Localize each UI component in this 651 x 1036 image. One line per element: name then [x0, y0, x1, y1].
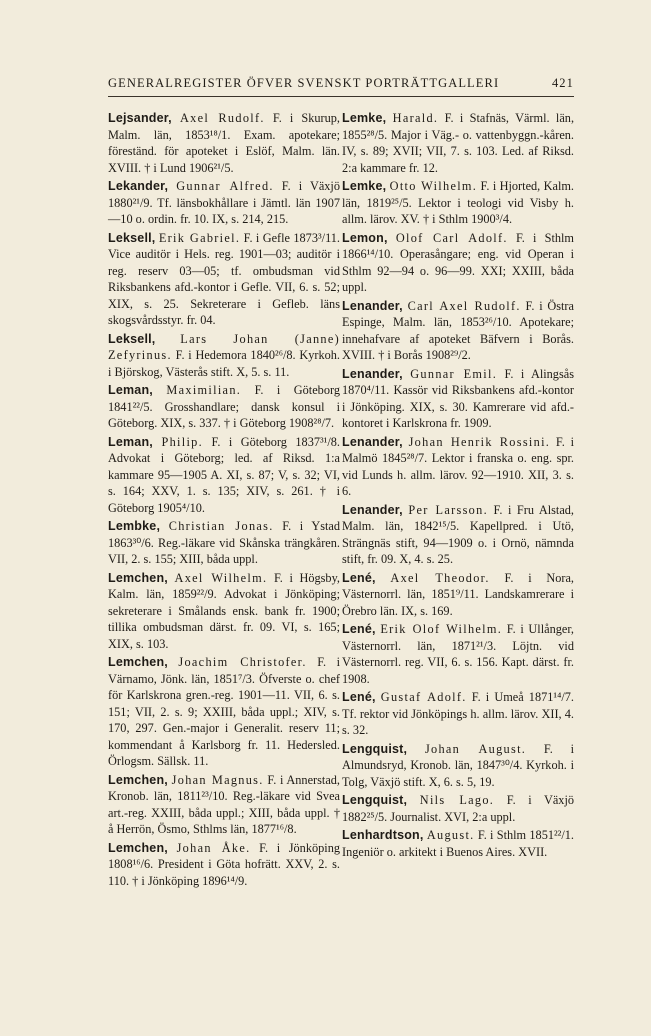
entry-surname: Lemchen, [108, 570, 168, 585]
entry-given-names: Johan Åke. [176, 840, 251, 855]
entry-surname: Lenhardtson, [342, 828, 424, 842]
entry-details: F. i Sthlm 1866¹⁴/10. Operasångare; eng. vid Operan i Sthlm 92—94 o. 96—99. XXI; XXIII, båda uppl. [342, 230, 574, 294]
entry-details: F. i Skurup, Malm. län, 1853¹⁸/1. Exam. apotekare; föreständ. för apoteket i Eslöf, Malm. län. XVIII. † i Lund 1906²¹/5. [108, 111, 340, 175]
register-entry [342, 621, 574, 687]
running-header [108, 76, 574, 91]
entry-details: F. i Malmö 1845²⁸/7. Lektor i franska o. eng. spr. vid Lunds h. allm. lärov. 92—1910. XII, 3. s. 6. [342, 434, 575, 498]
entry-surname: Lemke, [342, 111, 387, 125]
entry-given-names: Per Larsson. [408, 502, 488, 517]
register-entry [108, 110, 340, 176]
entry-given-names: Axel Rudolf. [179, 111, 265, 125]
header-rule [108, 96, 574, 97]
entry-surname: Leksell, [108, 230, 156, 245]
entry-surname: Lejsander, [108, 111, 172, 125]
entry-details: F. i Stafnäs, Värml. län, 1855²⁸/5. Major i Väg.- o. vattenbyggn.-kåren. IV, s. 89; XVII; VII, 7. s. 103. Led. af Riksd. 2:a kammare fr. 12. [342, 111, 575, 175]
entry-surname: Lengquist, [342, 793, 408, 807]
entry-given-names: Otto Wilhelm. [389, 179, 478, 193]
register-entry [342, 689, 574, 739]
entry-surname: Lengquist, [342, 741, 408, 756]
register-entry [342, 741, 574, 791]
entry-surname: Lenander, [342, 502, 403, 517]
entry-surname: Leman, [108, 434, 153, 449]
entry-surname: Lemchen, [108, 772, 168, 787]
register-entry [108, 840, 340, 890]
entry-surname: Lené, [342, 690, 376, 704]
entry-surname: Lenander, [342, 298, 403, 313]
register-entry [342, 434, 574, 500]
register-entry [108, 434, 340, 517]
entry-surname: Lemon, [342, 230, 388, 245]
entry-details: F. i Göteborg 1841²²/5. Grosshandlare; dansk konsul i Göteborg. XIX, s. 337. † i Göteborg 1908²⁸/7. [108, 383, 340, 430]
register-entry [108, 570, 340, 653]
entry-given-names: Lars Johan (Janne) Zefyrinus. [108, 331, 341, 362]
entry-details: F. i Göteborg 1837³¹/8. Advokat i Göteborg; led. af Riksd. 1:a kammare 95—1905 A. XI, s. 87; V, s. 32; VI, s. 164; XXV, 1. s. 135; XIV, s. 261. † i Göteborg 1905⁴/10. [108, 434, 341, 515]
register-entry [108, 178, 340, 228]
entry-given-names: Gustaf Adolf. [380, 690, 467, 704]
entry-surname: Lenander, [342, 434, 403, 449]
entry-given-names: August. [426, 828, 475, 842]
entry-given-names: Gunnar Alfred. [176, 179, 274, 193]
entry-given-names: Johan August. [424, 741, 527, 756]
register-entry [342, 178, 574, 228]
entry-surname: Lemke, [342, 179, 387, 193]
register-entry [342, 366, 574, 432]
entry-details: F. i Jönköping 1808¹⁶/6. President i Göta hofrätt. XXV, 2. s. 110. † i Jönköping 1896¹⁴/9. [108, 840, 340, 888]
entry-given-names: Olof Carl Adolf. [395, 230, 508, 245]
entry-surname: Lemchen, [108, 840, 168, 855]
register-entry [108, 331, 340, 381]
entry-given-names: Erik Gabriel. [158, 230, 241, 245]
register-entry [342, 230, 574, 296]
entry-details: F. i Sthlm 1851²²/1. Ingeniör o. arkitekt i Buenos Aires. XVII. [342, 828, 575, 859]
register-entry [108, 382, 340, 432]
register-entry [342, 110, 574, 176]
entry-details: F. i Nora, Västernorrl. län, 1851⁹/11. Landskamrerare i Örebro län. IX, s. 169. [342, 570, 575, 618]
register-entry [342, 792, 574, 825]
entry-given-names: Carl Axel Rudolf. [407, 298, 521, 313]
entry-given-names: Maximilian. [166, 383, 242, 397]
entry-given-names: Erik Olof Wilhelm. [380, 622, 503, 636]
entry-details: F. i Växjö 1880²¹/9. Tf. länsbokhållare i Jämtl. län 1907—10 o. ordin. fr. 10. IX, s. 214, 215. [108, 179, 340, 226]
left-column [108, 110, 340, 891]
register-entry [342, 502, 574, 568]
register-entry [342, 827, 574, 860]
entry-details: F. i Gefle 1873³/11. Vice auditör i Hels. reg. 1901—03; auditör i reg. reserv 03—05; tf. ombudsman vid Riksbankens afd.-kontor i Gefle. VII, 6. s. 52; XIX, s. 25. Sekreterare i Gefleb. läns skogsvårdsstyr. fr. 04. [108, 230, 340, 327]
entry-given-names: Joachim Christofer. [178, 655, 307, 669]
page-number: 421 [551, 76, 574, 90]
register-entry [108, 772, 340, 838]
entry-given-names: Harald. [392, 111, 439, 125]
entry-surname: Lené, [342, 570, 376, 585]
entry-surname: Lekander, [108, 179, 169, 193]
entry-given-names: Gunnar Emil. [410, 366, 498, 381]
entry-details: F. i Hedemora 1840²⁶/8. Kyrkoh. i Björskog, Västerås stift. X, 5. s. 11. [108, 348, 341, 379]
entry-details: F. i Östra Espinge, Malm. län, 1853²⁶/10. Apotekare; innehafvare af apoteket Bäfvern i Borås. XVIII. † i Borås 1908²⁹/2. [342, 298, 574, 362]
register-entry [108, 230, 340, 329]
entry-details: F. i Alingsås 1870⁴/11. Kassör vid Riksbankens afd.-kontor i Jönköping. XIX, s. 30. Kamrerare vid afd.-kontoret i Karlskrona fr. 1909. [342, 366, 574, 430]
entry-surname: Leksell, [108, 331, 156, 346]
register-entry [108, 654, 340, 770]
entry-details: F. i Hjorted, Kalm. län, 1819²⁵/5. Lektor i teologi vid Visby h. allm. lärov. XV. † i Sthlm 1900³/4. [342, 179, 575, 226]
entry-details: F. i Almundsryd, Kronob. län, 1847³⁰/4. Kyrkoh. i Tolg, Växjö stift. X, 6. s. 5, 19. [342, 741, 574, 789]
entry-details: F. i Värnamo, Jönk. län, 1851⁷/3. Öfverste o. chef för Karlskrona gren.-reg. 1901—11. VII, 6. s. 151; VII, 2. s. 9; XXIII, båda uppl.; XIV, s. 170, 297. Gen.-major i Generalit. reserv 11; kommendant å Karlsborg fr. 11. Hedersled. Örlogsm. Sällsk. 11. [108, 655, 340, 768]
entry-given-names: Axel Theodor. [390, 570, 490, 585]
entry-given-names: Christian Jonas. [168, 519, 274, 533]
right-column [342, 110, 574, 862]
entry-surname: Lemchen, [108, 655, 168, 669]
entry-details: F. i Växjö 1882²⁵/5. Journalist. XVI, 2:a uppl. [342, 793, 575, 824]
entry-given-names: Johan Henrik Rossini. [408, 434, 551, 449]
entry-details: F. i Fru Alstad, Malm. län, 1842¹⁵/5. Kapellpred. i Utö, Strängnäs stift, 94—1909 o. i Ornö, nämnda stift, fr. 09. X, 4. s. 25. [342, 502, 575, 566]
register-entry [108, 518, 340, 568]
register-entry [342, 570, 574, 620]
entry-given-names: Nils Lago. [419, 793, 495, 807]
entry-details: F. i Umeå 1871¹⁴/7. Tf. rektor vid Jönköpings h. allm. lärov. XII, 4. s. 32. [342, 690, 575, 737]
entry-details: F. i Ullånger, Västernorrl. län, 1871²¹/3. Löjtn. vid Västernorrl. reg. VII, 6. s. 156. Kapt. därst. fr. 1908. [342, 622, 575, 686]
entry-details: F. i Annerstad, Kronob. län, 1811²³/10. Reg.-läkare vid Svea art.-reg. XXIII, båda uppl.; XIII, båda uppl. † å Herrön, Ösmo, Sthlms län, 1877¹⁶/8. [108, 772, 341, 836]
entry-details: F. i Ystad 1863³⁰/6. Reg.-läkare vid Skånska trängkåren. VII, 2. s. 155; XIII, båda uppl. [108, 519, 341, 566]
entry-surname: Leman, [108, 383, 153, 397]
entry-given-names: Johan Magnus. [171, 772, 264, 787]
entry-surname: Lembke, [108, 519, 161, 533]
entry-given-names: Axel Wilhelm. [174, 570, 268, 585]
register-entry [342, 298, 574, 364]
header-title: GENERALREGISTER ÖFVER SVENSKT PORTRÄTTGALLERI [108, 76, 500, 90]
entry-details: F. i Högsby, Kalm. län, 1859²²/9. Advokat i Jönköping; sekreterare i Smålands ensk. bank fr. 1900; tillika ombudsman därst. fr. 09. VI, s. 165; XIX, s. 103. [108, 570, 341, 651]
entry-surname: Lenander, [342, 366, 403, 381]
entry-surname: Lené, [342, 622, 376, 636]
entry-given-names: Philip. [161, 434, 203, 449]
